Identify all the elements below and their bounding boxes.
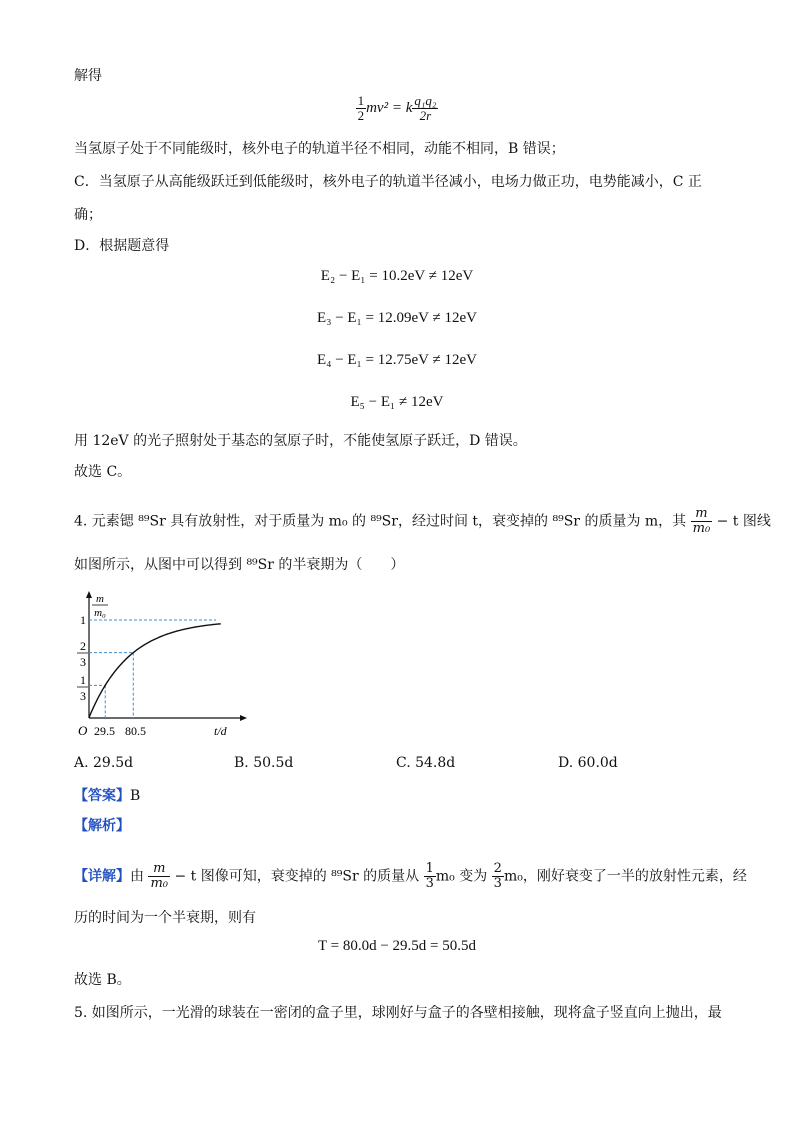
- equation-e3: E₃ − E₁ = 12.09eV ≠ 12eV: [317, 310, 477, 326]
- detail-line2: 历的时间为一个半衰期，则有: [74, 910, 256, 926]
- graph-tick-y1: 1: [80, 613, 86, 627]
- answer-value: B: [130, 788, 141, 804]
- graph-curve: [89, 624, 221, 718]
- answer-line: [74, 786, 140, 806]
- graph-x-label: t/d: [214, 724, 227, 738]
- text-jiede: 解得: [74, 68, 102, 84]
- frac-half: $\frac{1}{2}$: [357, 93, 365, 123]
- equation-e2: E₂ − E₁ = 10.2eV ≠ 12eV: [320, 268, 474, 284]
- graph-tick-y13-num: 1: [80, 673, 86, 687]
- analysis-tag: 【解析】: [74, 818, 130, 834]
- equation-e4: E₄ − E₁ = 12.75eV ≠ 12eV: [317, 352, 477, 368]
- option-b[interactable]: B. 50.5d: [234, 755, 294, 771]
- graph-tick-x2: 80.5: [125, 724, 146, 738]
- frac-q1q2: $\frac{\text{q₁q₂}}{2r}$: [414, 93, 437, 123]
- graph-origin: O: [78, 723, 88, 738]
- graph-tick-y23-num: 2: [80, 639, 86, 653]
- option-a[interactable]: A. 29.5d: [74, 755, 134, 771]
- option-c[interactable]: C. 54.8d: [396, 755, 456, 771]
- paragraph-c: C．当氢原子从高能级跃迁到低能级时，核外电子的轨道半径减小，电场力做正功，电势能减小，C 正: [74, 174, 702, 190]
- graph-y-arrow: [86, 591, 92, 598]
- paragraph-choose-b: 故选 B。: [74, 972, 131, 988]
- decay-graph: [70, 590, 250, 740]
- detail-line1: 【详解】由 $\frac{m}{\text{m₀}}$ − t 图像可知，衰变掉的 ⁸⁹Sr 的质量从 $\frac{1}{3}$ m₀ 变为 $\frac{2}{3}$ m₀，刚好衰变了一半的放射性元素，经: [74, 861, 747, 891]
- paragraph-b: 当氢原子处于不同能级时，核外电子的轨道半径不相同，动能不相同，B 错误；: [74, 141, 565, 157]
- question-4-line1: 4. 元素锶 ⁸⁹Sr 具有放射性，对于质量为 m₀ 的 ⁸⁹Sr，经过时间 t，衰变掉的 ⁸⁹Sr 的质量为 m，其 $\frac{m}{\text{m₀}}$ − t 图线: [74, 506, 771, 536]
- equation-half-life: T = 80.0d − 29.5d = 50.5d: [317, 938, 477, 954]
- equation-e5: E₅ − E₁ ≠ 12eV: [350, 394, 444, 410]
- graph-tick-x1: 29.5: [94, 724, 115, 738]
- question-4-line2: 如图所示，从图中可以得到 ⁸⁹Sr 的半衰期为（ ）: [74, 557, 405, 573]
- paragraph-d: D．根据题意得: [74, 238, 170, 254]
- graph-y-label-den: m₀: [94, 607, 106, 619]
- graph-x-arrow: [240, 715, 247, 721]
- question-5: 5. 如图所示，一光滑的球装在一密闭的盒子里，球刚好与盒子的各壁相接触，现将盒子竖直向上抛出，最: [74, 1005, 722, 1021]
- paragraph-choose-c: 故选 C。: [74, 464, 132, 480]
- frac-one-third: $\frac{1}{3}$: [425, 861, 434, 891]
- graph-tick-y23-den: 3: [80, 655, 86, 669]
- frac-m-m0: $\frac{m}{\text{m₀}}$: [692, 506, 711, 536]
- option-d[interactable]: D. 60.0d: [558, 755, 618, 771]
- frac-m-m0-detail: $\frac{m}{\text{m₀}}$: [150, 861, 168, 891]
- graph-y-label-num: m: [96, 593, 104, 605]
- answer-tag: 【答案】: [74, 788, 130, 804]
- frac-two-thirds: $\frac{2}{3}$: [493, 861, 502, 891]
- graph-tick-y13-den: 3: [80, 689, 86, 703]
- paragraph-c-end: 确；: [74, 207, 102, 223]
- detail-tag: 【详解】: [74, 868, 130, 885]
- paragraph-photon: 用 12eV 的光子照射处于基态的氢原子时，不能使氢原子跃迁，D 错误。: [74, 433, 527, 449]
- equation-kinetic: $\frac{1}{2}$ mv² = k $\frac{\text{q₁q₂}}{2r}$: [357, 93, 437, 123]
